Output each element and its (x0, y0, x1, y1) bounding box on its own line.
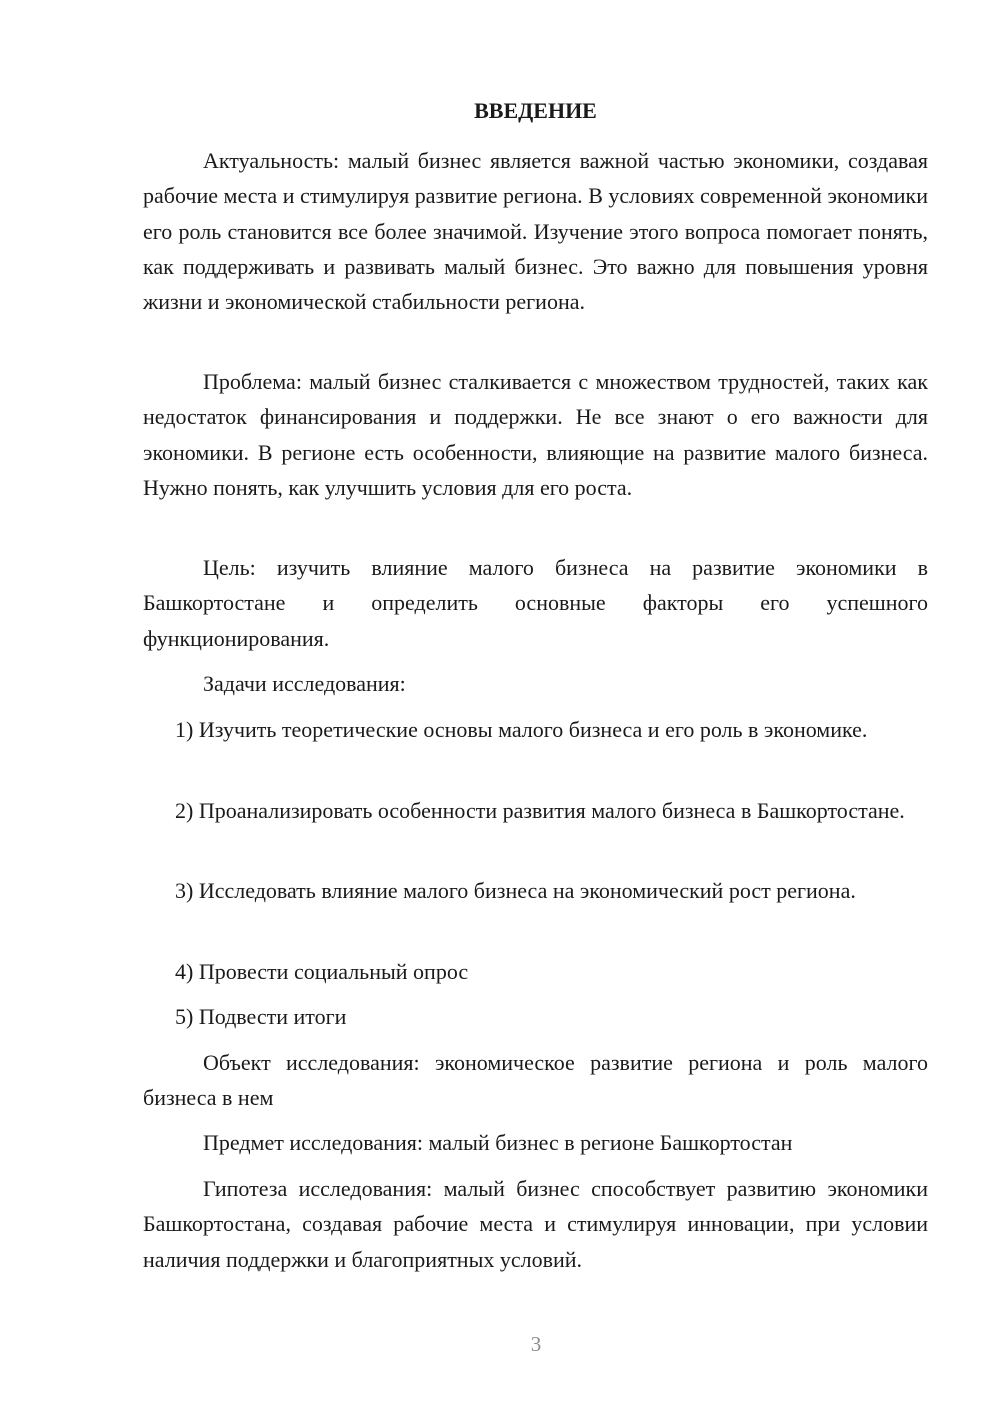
object-paragraph: Объект исследования: экономическое развитие региона и роль малого бизнеса в нем (143, 1050, 928, 1111)
tasks-heading: Задачи исследования: (203, 671, 406, 696)
task-item-4: 4) Провести социальный опрос (175, 959, 469, 984)
relevance-paragraph: Актуальность: малый бизнес является важной частью экономики, создавая рабочие места и стимулируя развитие региона. В условиях современной экономики его роль становится все более значимой. Изучение этого вопроса помогает понять, как поддерживать и развивать малый бизнес. Это важно для повышения уровня жизни и экономической стабильности региона. (143, 148, 928, 315)
goal-paragraph: Цель: изучить влияние малого бизнеса на развитие экономики в Башкортостане и определить основные факторы его успешного функционирования. (143, 555, 928, 651)
subject-paragraph: Предмет исследования: малый бизнес в регионе Башкортостан (203, 1130, 793, 1155)
task-item-5: 5) Подвести итоги (175, 1004, 347, 1029)
task-item-2: 2) Проанализировать особенности развития малого бизнеса в Башкортостане. (175, 798, 905, 823)
page-number: 3 (530, 1332, 542, 1356)
task-item-3: 3) Исследовать влияние малого бизнеса на экономический рост региона. (175, 878, 856, 903)
task-item-1: 1) Изучить теоретические основы малого бизнеса и его роль в экономике. (175, 717, 868, 742)
problem-paragraph: Проблема: малый бизнес сталкивается с множеством трудностей, таких как недостаток финансирования и поддержки. Не все знают о его важности для экономики. В регионе есть особенности, влияющие на развитие малого бизнеса. Нужно понять, как улучшить условия для его роста. (143, 369, 928, 500)
hypothesis-paragraph: Гипотеза исследования: малый бизнес способствует развитию экономики Башкортостана, создавая рабочие места и стимулируя инновации, при условии наличия поддержки и благоприятных условий. (143, 1176, 928, 1272)
page-title: ВВЕДЕНИЕ (474, 98, 597, 123)
